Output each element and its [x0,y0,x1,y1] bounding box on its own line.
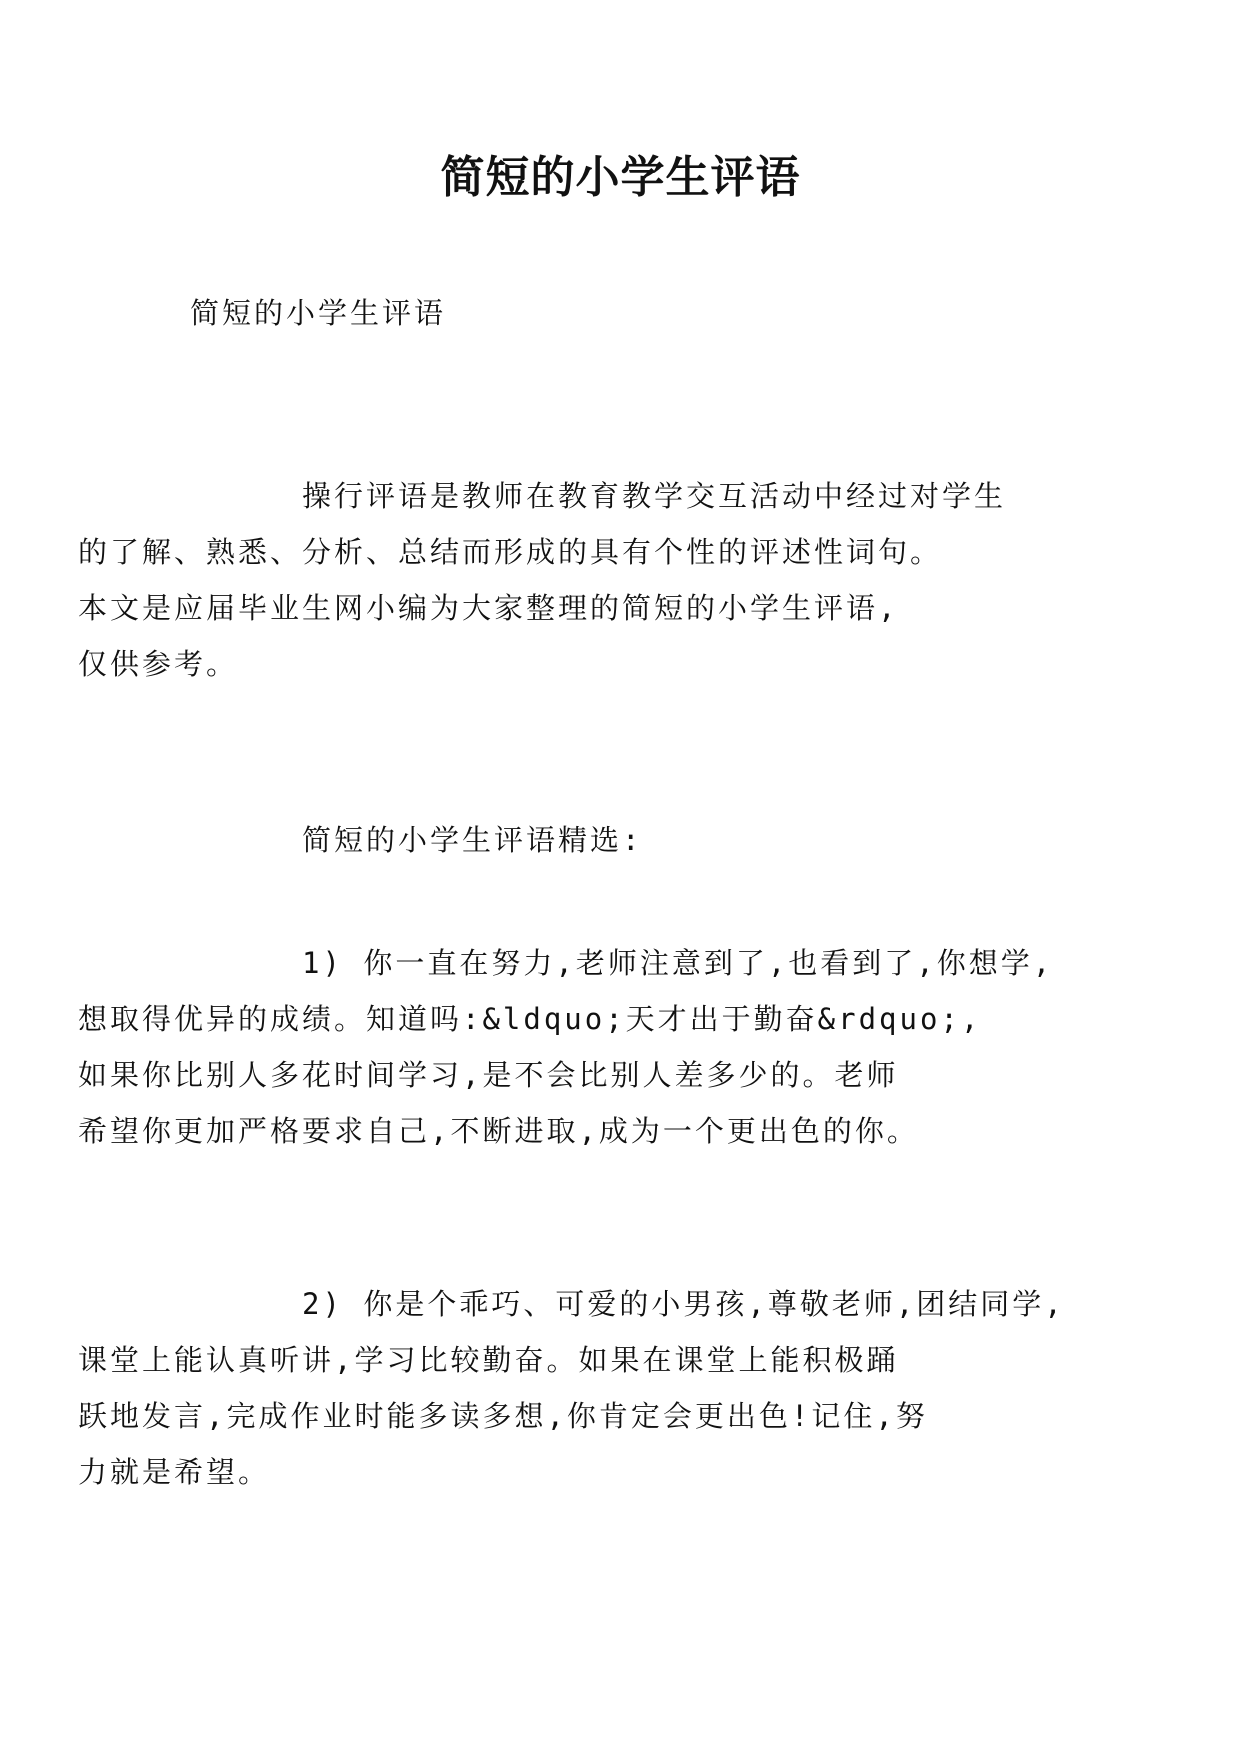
intro-paragraph [78,468,1070,692]
item2-line-4: 力就是希望。 [78,1455,271,1489]
intro-line-4: 仅供参考。 [78,647,239,681]
intro-line-3: 本文是应届毕业生网小编为大家整理的简短的小学生评语, [78,591,899,625]
comment-item-1 [78,935,1070,1159]
item1-line-1: 1) 你一直在努力,老师注意到了,也看到了,你想学, [302,946,1054,980]
section-heading: 简短的小学生评语精选: [302,823,643,857]
document-title: 简短的小学生评语 [440,152,801,203]
item1-line-2: 想取得优异的成绩。知道吗:&ldquo;天才出于勤奋&rdquo;, [78,1002,982,1036]
intro-line-2: 的了解、熟悉、分析、总结而形成的具有个性的评述性词句。 [78,535,943,569]
document-subtitle: 简短的小学生评语 [190,296,447,330]
item2-line-1: 2) 你是个乖巧、可爱的小男孩,尊敬老师,团结同学, [302,1287,1065,1321]
section-heading-paragraph [190,812,1070,868]
item1-line-3: 如果你比别人多花时间学习,是不会比别人差多少的。老师 [78,1058,899,1092]
intro-line-1: 操行评语是教师在教育教学交互活动中经过对学生 [302,479,1007,513]
comment-item-2 [78,1276,1070,1500]
item2-line-2: 课堂上能认真听讲,学习比较勤奋。如果在课堂上能积极踊 [78,1343,899,1377]
item2-line-3: 跃地发言,完成作业时能多读多想,你肯定会更出色!记住,努 [78,1399,928,1433]
item1-line-4: 希望你更加严格要求自己,不断进取,成为一个更出色的你。 [78,1114,919,1148]
